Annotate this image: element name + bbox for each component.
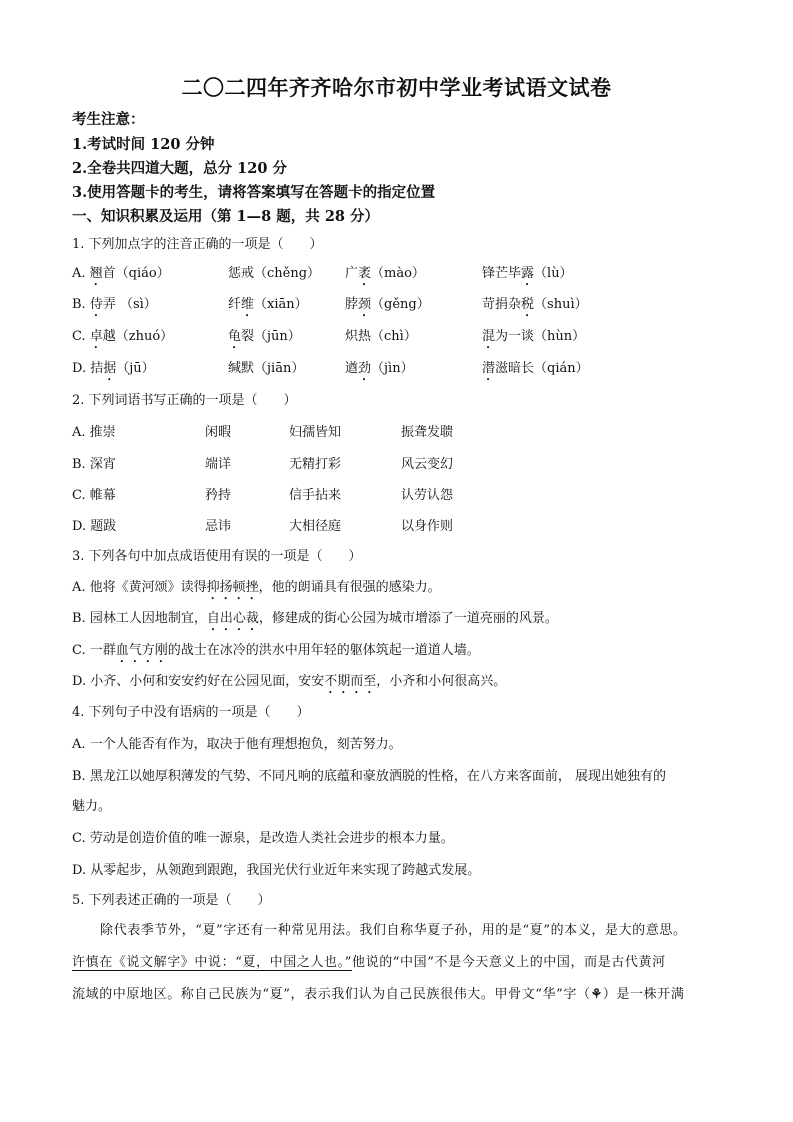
page-title: 二〇二四年齐齐哈尔市初中学业考试语文试卷 bbox=[181, 75, 612, 100]
question-2-option-d-word-3: 大相径庭 bbox=[289, 519, 342, 534]
question-5-stem: 5. 下列表述正确的一项是（ ） bbox=[72, 893, 271, 908]
question-2-option-d-word-1: D. 题跋 bbox=[72, 519, 117, 534]
passage-quote-underlined: 许慎在《说文解字》中说：“夏，中国之人也。” bbox=[72, 955, 352, 970]
question-3-stem: 3. 下列各句中加点成语使用有误的一项是（ ） bbox=[72, 549, 362, 564]
question-1-option-c-item-2: 龟裂（jūn） bbox=[228, 329, 301, 344]
question-2-option-a-word-1: A. 推崇 bbox=[72, 425, 116, 440]
passage-line-1: 除代表季节外，“夏”字还有一种常见用法。我们自称华夏子孙，用的是“夏”的本义，是大的意思。 bbox=[100, 923, 687, 938]
question-1-stem: 1. 下列加点字的注音正确的一项是（ ） bbox=[72, 237, 323, 252]
question-4-option-c: C. 劳动是创造价值的唯一源泉，是改造人类社会进步的根本力量。 bbox=[72, 831, 454, 846]
question-1-option-a-item-1: A. 翘首（qiáo） bbox=[72, 266, 170, 281]
question-3-option-d: D. 小齐、小何和安安约好在公园见面，安安不期而至，小齐和小何很高兴。 bbox=[72, 674, 507, 689]
question-3-option-c: C. 一群血气方刚的战士在冰冷的洪水中用年轻的躯体筑起一道道人墙。 bbox=[72, 643, 480, 658]
question-4-option-a: A. 一个人能否有作为，取决于他有理想抱负，刻苦努力。 bbox=[72, 737, 402, 752]
passage-line-2 bbox=[72, 951, 666, 970]
question-2-option-d-word-2: 忌讳 bbox=[205, 519, 232, 534]
question-1-option-a-item-3: 广袤（mào） bbox=[345, 266, 425, 281]
question-1-option-d-item-4: 潜滋暗长（qián） bbox=[482, 361, 589, 376]
passage-line-3-text: 流域的中原地区。称自己民族为“夏”，表示我们认为自己民族很伟大。甲骨文“华”字（ bbox=[72, 987, 591, 1002]
section-heading: 一、知识积累及运用（第 1—8 题，共 28 分） bbox=[72, 208, 380, 225]
passage-line-3-end: ）是一株开满 bbox=[602, 987, 685, 1002]
question-1-option-c-item-1: C. 卓越（zhuó） bbox=[72, 329, 174, 344]
oracle-bone-hua-glyph: ⚘ bbox=[590, 987, 603, 1002]
question-1-option-a-item-2: 惩戒（chěng） bbox=[228, 266, 321, 281]
question-2-option-c-word-3: 信手拈来 bbox=[289, 488, 342, 503]
passage-line-3 bbox=[72, 983, 684, 1002]
question-1-option-c-item-4: 混为一谈（hùn） bbox=[482, 329, 586, 344]
question-2-option-a-word-3: 妇孺皆知 bbox=[289, 425, 342, 440]
question-4-option-b: B. 黑龙江以她厚积薄发的气势、不同凡响的底蕴和豪放洒脱的性格，在八方来客面前， 展现出她独有的 bbox=[72, 769, 666, 784]
question-2-option-c-word-1: C. 帷幕 bbox=[72, 488, 116, 503]
passage-line-2-rest: 他说的“中国”不是今天意义上的中国，而是古代黄河 bbox=[352, 955, 666, 970]
question-4-option-b-cont: 魅力。 bbox=[72, 799, 112, 814]
question-2-option-a-word-2: 闲暇 bbox=[205, 425, 232, 440]
question-2-option-b-word-4: 风云变幻 bbox=[401, 457, 454, 472]
question-2-option-c-word-2: 矜持 bbox=[205, 488, 232, 503]
question-2-option-b-word-1: B. 深宵 bbox=[72, 457, 116, 472]
question-1-option-b-item-3: 脖颈（gěng） bbox=[345, 297, 430, 312]
notice-line-3: 3.使用答题卡的考生，请将答案填写在答题卡的指定位置 bbox=[72, 184, 436, 201]
question-1-option-c-item-3: 炽热（chì） bbox=[345, 329, 417, 344]
question-1-option-d-item-3: 遒劲（jìn） bbox=[345, 361, 414, 376]
question-1-option-d-item-1: D. 拮据（jū） bbox=[72, 361, 155, 376]
question-4-option-d: D. 从零起步，从领跑到跟跑，我国光伏行业近年来实现了跨越式发展。 bbox=[72, 863, 481, 878]
question-1-option-d-item-2: 缄默（jiān） bbox=[228, 361, 305, 376]
question-1-option-b-item-2: 纤维（xiān） bbox=[228, 297, 308, 312]
notice-heading: 考生注意： bbox=[72, 111, 145, 128]
question-4-stem: 4. 下列句子中没有语病的一项是（ ） bbox=[72, 705, 310, 720]
question-2-option-b-word-3: 无精打彩 bbox=[289, 457, 342, 472]
question-3-option-b: B. 园林工人因地制宜，自出心裁，修建成的街心公园为城市增添了一道亮丽的风景。 bbox=[72, 611, 558, 626]
notice-line-2: 2.全卷共四道大题，总分 120 分 bbox=[72, 160, 287, 177]
question-2-option-b-word-2: 端详 bbox=[205, 457, 232, 472]
notice-line-1: 1.考试时间 120 分钟 bbox=[72, 136, 215, 153]
question-2-option-c-word-4: 认劳认怨 bbox=[401, 488, 454, 503]
question-1-option-b-item-4: 苛捐杂税（shuì） bbox=[482, 297, 588, 312]
question-2-option-a-word-4: 振聋发聩 bbox=[401, 425, 454, 440]
question-2-stem: 2. 下列词语书写正确的一项是（ ） bbox=[72, 393, 297, 408]
question-1-option-a-item-4: 锋芒毕露（lù） bbox=[482, 266, 573, 281]
question-1-option-b-item-1: B. 侍弄 （sì） bbox=[72, 297, 157, 312]
question-2-option-d-word-4: 以身作则 bbox=[401, 519, 454, 534]
question-3-option-a: A. 他将《黄河颂》读得抑扬顿挫，他的朗诵具有很强的感染力。 bbox=[72, 580, 441, 595]
